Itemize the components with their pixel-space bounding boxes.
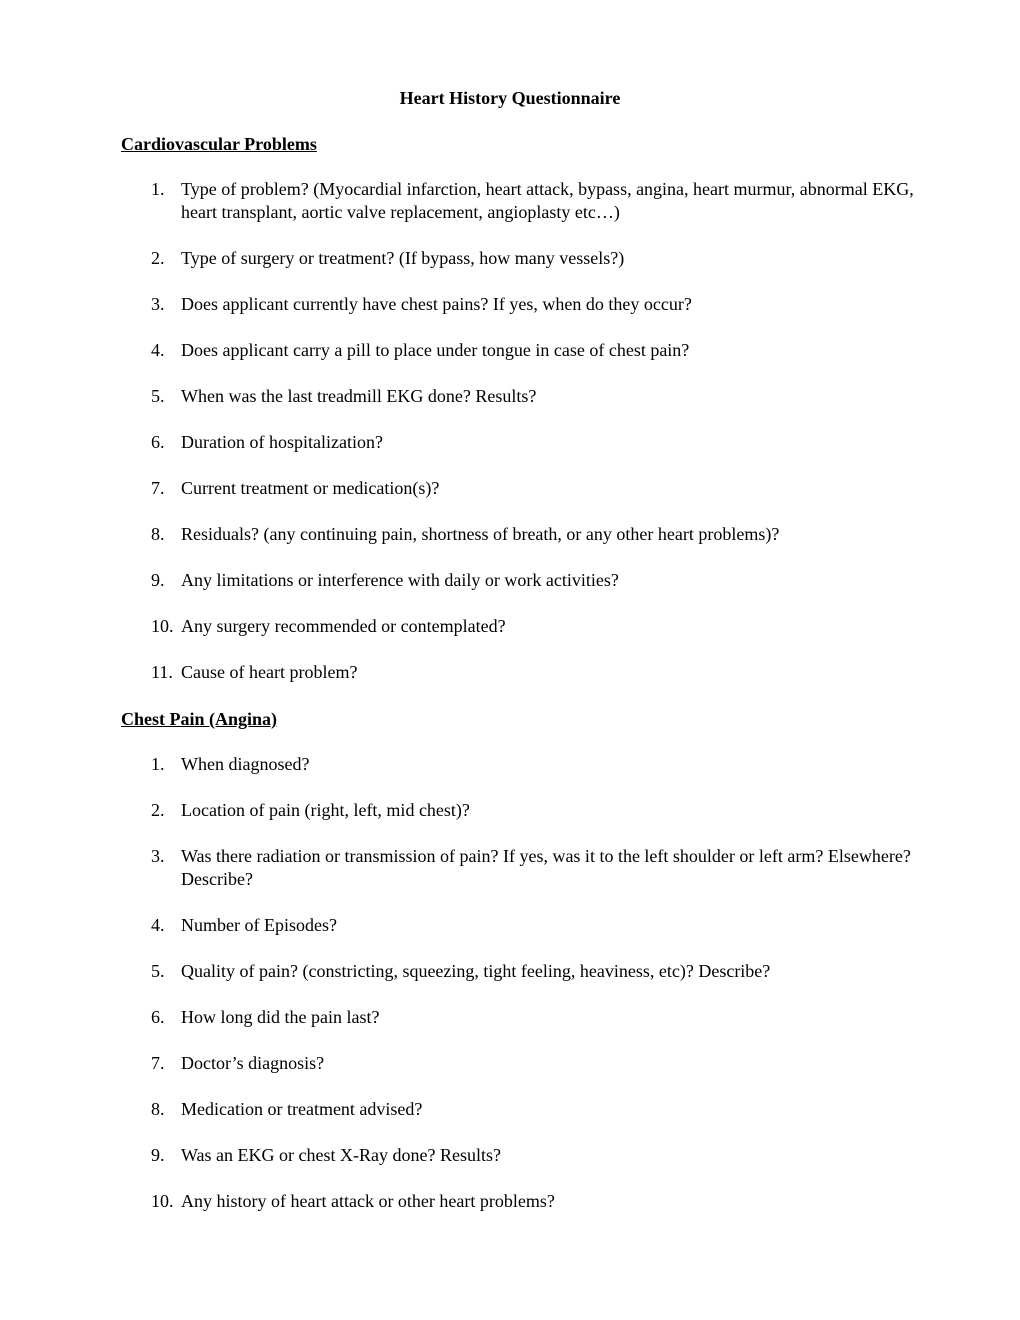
question-text: Any surgery recommended or contemplated? [181, 616, 506, 636]
question-list-cardiovascular [121, 178, 921, 707]
question-text: Duration of hospitalization? [181, 432, 383, 452]
question-text: Cause of heart problem? [181, 662, 358, 682]
question-number: 10. [151, 616, 174, 636]
question-item [121, 1144, 921, 1167]
question-number: 2. [151, 800, 165, 820]
question-number: 6. [151, 432, 165, 452]
question-number: 3. [151, 846, 165, 866]
question-text: Residuals? (any continuing pain, shortness of breath, or any other heart problems)? [181, 524, 780, 544]
question-number: 2. [151, 248, 165, 268]
question-text: Any history of heart attack or other heart problems? [181, 1191, 555, 1211]
question-item [121, 477, 921, 500]
question-item [121, 385, 921, 408]
question-number: 11. [151, 662, 173, 682]
question-number: 3. [151, 294, 165, 314]
question-item [121, 1098, 921, 1121]
question-text: Medication or treatment advised? [181, 1099, 423, 1119]
question-text: Any limitations or interference with daily or work activities? [181, 570, 619, 590]
question-item [121, 247, 921, 270]
question-item [121, 431, 921, 454]
question-text: Quality of pain? (constricting, squeezing, tight feeling, heaviness, etc)? Describe? [181, 961, 771, 981]
question-item [121, 178, 921, 224]
question-item [121, 1190, 921, 1213]
section-heading-chest-pain: Chest Pain (Angina) [121, 709, 278, 729]
question-item [121, 845, 921, 891]
question-number: 8. [151, 1099, 165, 1119]
question-number: 9. [151, 1145, 165, 1165]
question-text: Was an EKG or chest X-Ray done? Results? [181, 1145, 501, 1165]
question-item [121, 569, 921, 592]
question-item [121, 753, 921, 776]
question-number: 4. [151, 915, 165, 935]
question-number: 7. [151, 1053, 165, 1073]
question-number: 5. [151, 386, 165, 406]
question-text: Does applicant currently have chest pains? If yes, when do they occur? [181, 294, 692, 314]
question-item [121, 914, 921, 937]
question-number: 6. [151, 1007, 165, 1027]
question-text: When diagnosed? [181, 754, 310, 774]
question-text: Was there radiation or transmission of pain? If yes, was it to the left shoulder or left arm? Elsewhere? Describe? [181, 846, 911, 889]
question-number: 4. [151, 340, 165, 360]
question-text: Location of pain (right, left, mid chest)? [181, 800, 470, 820]
question-item [121, 615, 921, 638]
question-number: 8. [151, 524, 165, 544]
question-item [121, 1006, 921, 1029]
question-item [121, 523, 921, 546]
question-item [121, 799, 921, 822]
question-text: How long did the pain last? [181, 1007, 380, 1027]
question-number: 9. [151, 570, 165, 590]
question-item [121, 1052, 921, 1075]
question-text: Does applicant carry a pill to place under tongue in case of chest pain? [181, 340, 690, 360]
question-item [121, 339, 921, 362]
question-text: Current treatment or medication(s)? [181, 478, 440, 498]
question-text: Doctor’s diagnosis? [181, 1053, 325, 1073]
question-item [121, 293, 921, 316]
question-number: 5. [151, 961, 165, 981]
question-item [121, 661, 921, 684]
question-number: 1. [151, 754, 165, 774]
section-heading-cardiovascular: Cardiovascular Problems [121, 134, 317, 154]
question-text: When was the last treadmill EKG done? Results? [181, 386, 537, 406]
question-item [121, 960, 921, 983]
question-number: 7. [151, 478, 165, 498]
question-text: Type of surgery or treatment? (If bypass, how many vessels?) [181, 248, 625, 268]
question-list-chest-pain [121, 753, 921, 1236]
question-text: Type of problem? (Myocardial infarction, heart attack, bypass, angina, heart murmur, abnormal EKG, heart transplant, aortic valve replacement, angioplasty etc…) [181, 179, 914, 222]
question-text: Number of Episodes? [181, 915, 337, 935]
page-title: Heart History Questionnaire [399, 88, 621, 108]
question-number: 10. [151, 1191, 174, 1211]
question-number: 1. [151, 179, 165, 199]
